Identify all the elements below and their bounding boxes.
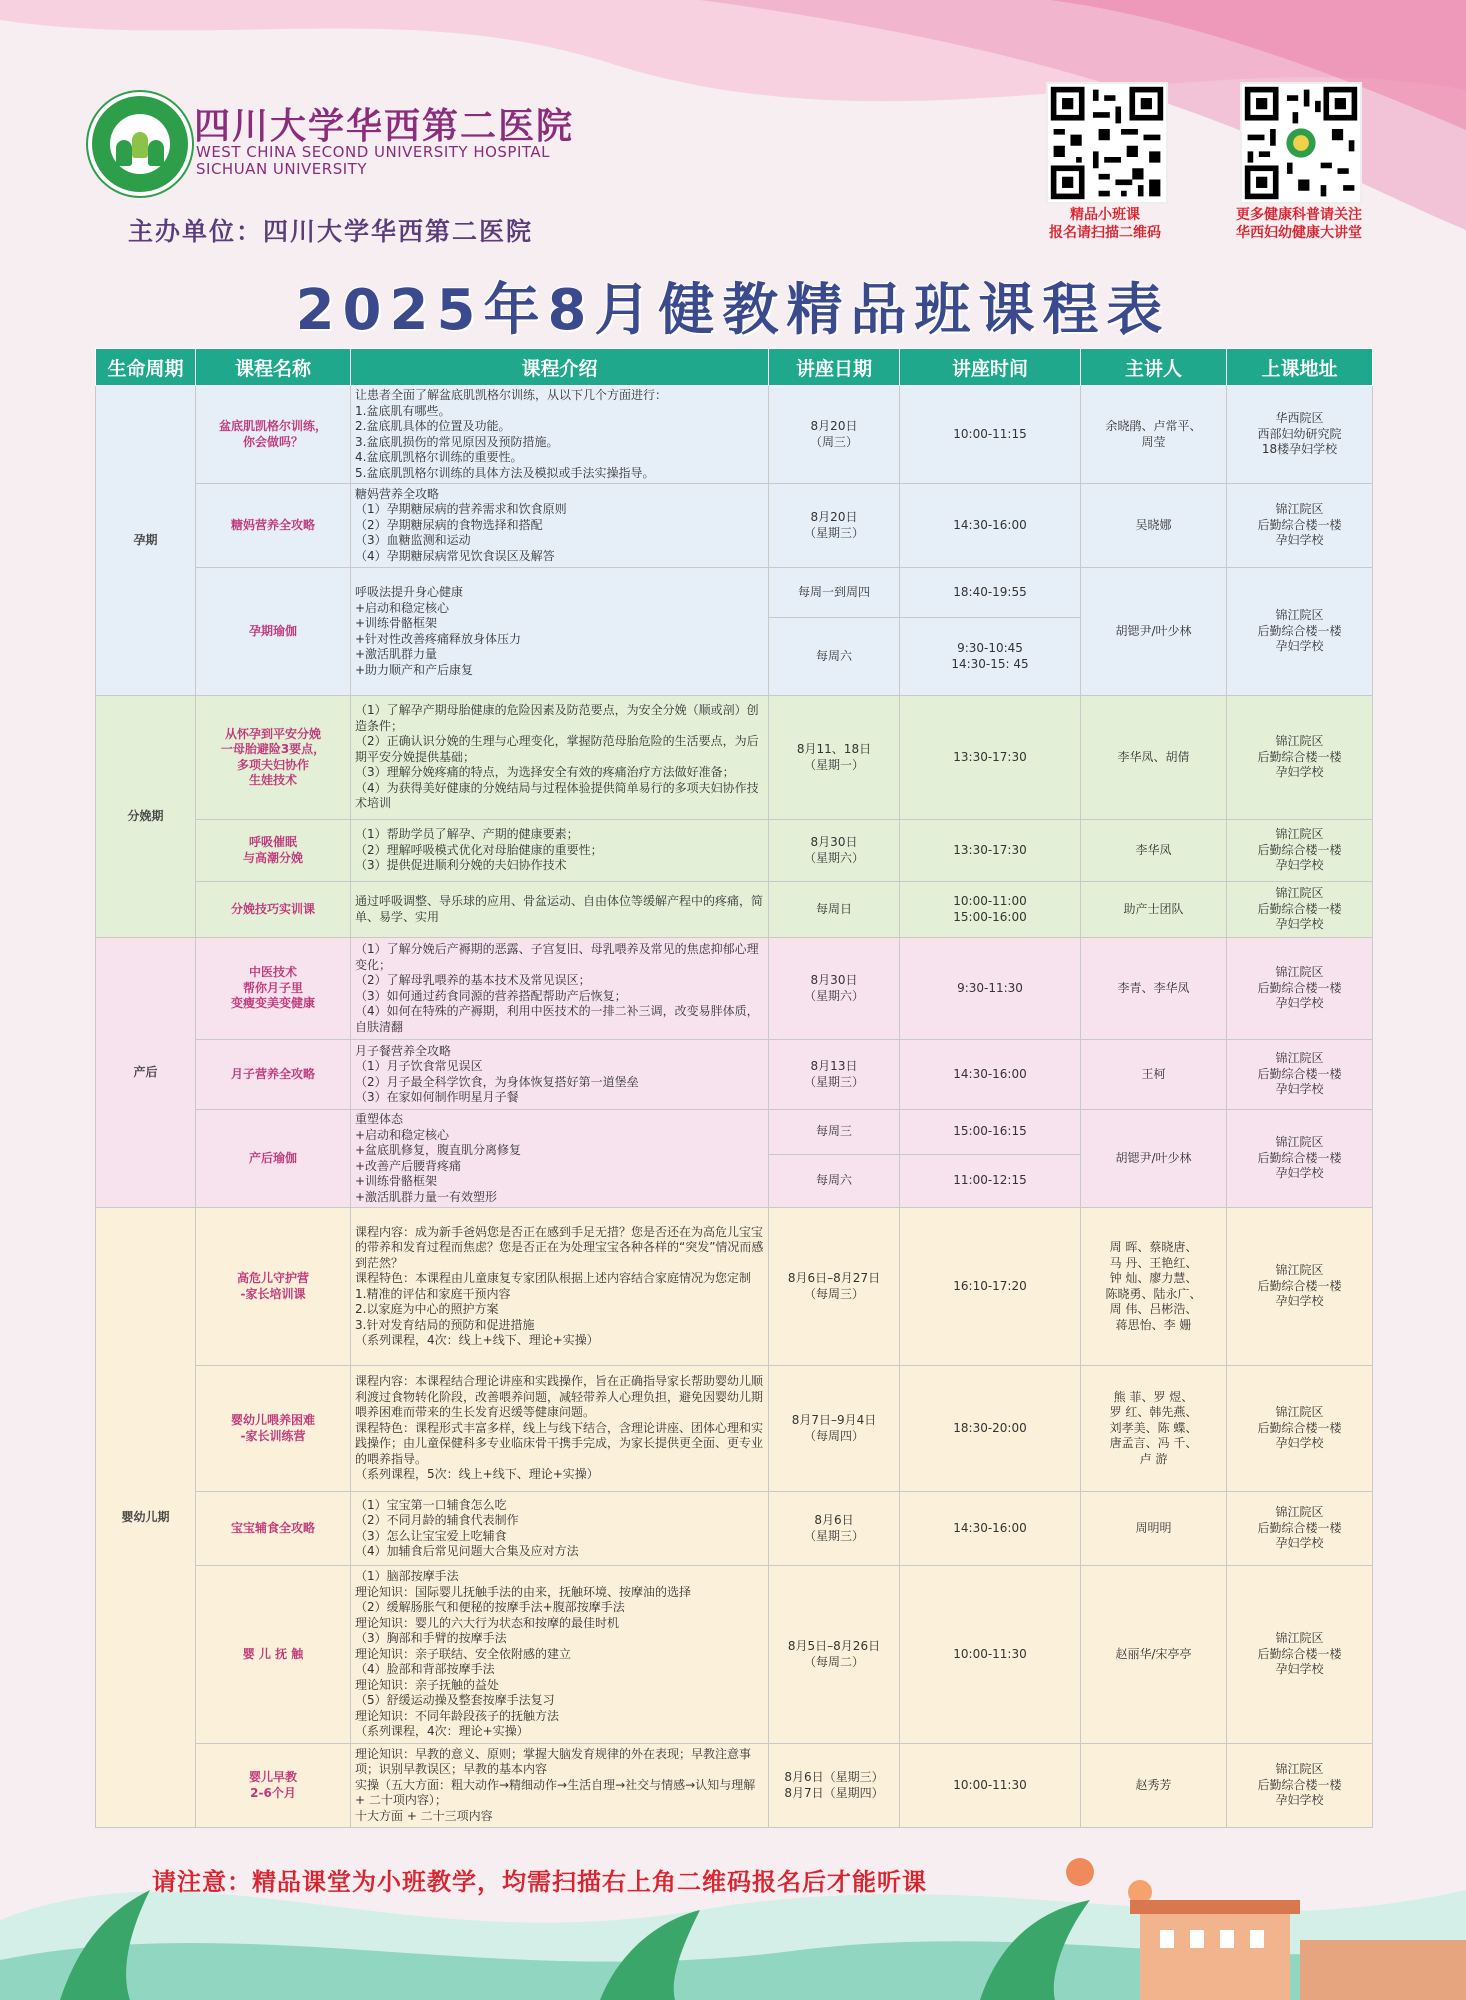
qr-caption-follow-line-2: 华西妇幼健康大讲堂 <box>1236 225 1362 241</box>
qr-caption-follow <box>1224 206 1374 242</box>
course-schedule-table <box>95 348 1373 1828</box>
sponsor-line: 主办单位：四川大学华西第二医院 <box>128 217 534 246</box>
course-time: 18:30-20:00 <box>900 1366 1081 1492</box>
course-intro: （1）宝宝第一口辅食怎么吃 （2）不同月龄的辅食代表制作 （3）怎么让宝宝爱上吃辅食 （4）加辅食后常见问题大合集及应对方法 <box>351 1492 769 1566</box>
course-time: 9:30-10:45 14:30-15: 45 <box>900 618 1081 696</box>
course-intro: 通过呼吸调整、导乐球的应用、骨盆运动、自由体位等缓解产程中的疼痛，简单、易学、实用 <box>351 882 769 938</box>
course-time: 18:40-19:55 <box>900 568 1081 618</box>
course-address: 锦江院区 后勤综合楼一楼 孕妇学校 <box>1227 1744 1373 1828</box>
course-time: 14:30-16:00 <box>900 1492 1081 1566</box>
page-title: 2025年8月健教精品班课程表 <box>295 278 1171 343</box>
table-row <box>96 1366 1373 1492</box>
course-time: 15:00-16:15 <box>900 1110 1081 1155</box>
hospital-english-line-1: WEST CHINA SECOND UNIVERSITY HOSPITAL <box>196 143 551 161</box>
hospital-logo <box>88 92 192 196</box>
cycle-cell-postpartum: 产后 <box>96 938 196 1208</box>
qr-code-icon <box>1242 84 1360 202</box>
qr-caption-signup-line-2: 报名请扫描二维码 <box>1049 225 1161 241</box>
course-date: 8月30日 （星期六） <box>769 938 900 1040</box>
course-date: 8月20日 （星期三） <box>769 484 900 568</box>
cycle-cell-pregnancy: 孕期 <box>96 386 196 696</box>
course-address: 锦江院区 后勤综合楼一楼 孕妇学校 <box>1227 1492 1373 1566</box>
course-date: 8月6日 （星期三） <box>769 1492 900 1566</box>
course-address: 锦江院区 后勤综合楼一楼 孕妇学校 <box>1227 568 1373 696</box>
course-date: 8月5日–8月26日 （每周二） <box>769 1566 900 1744</box>
course-address: 锦江院区 后勤综合楼一楼 孕妇学校 <box>1227 696 1373 820</box>
column-header-date: 讲座日期 <box>769 349 900 386</box>
course-date: 每周三 <box>769 1110 900 1155</box>
course-date: 8月7日–9月4日 （每周四） <box>769 1366 900 1492</box>
table-row <box>96 568 1373 618</box>
cycle-cell-infant: 婴幼儿期 <box>96 1208 196 1828</box>
table-row <box>96 1110 1373 1155</box>
course-name: 中医技术 帮你月子里 变瘦变美变健康 <box>196 938 351 1040</box>
table-row <box>96 484 1373 568</box>
qr-code-icon <box>1048 84 1166 202</box>
course-address: 锦江院区 后勤综合楼一楼 孕妇学校 <box>1227 938 1373 1040</box>
course-speaker: 胡锶尹/叶少林 <box>1081 568 1227 696</box>
course-address: 锦江院区 后勤综合楼一楼 孕妇学校 <box>1227 1566 1373 1744</box>
course-intro: 月子餐营养全攻略 （1）月子饮食常见误区 （2）月子最全科学饮食，为身体恢复搭好第一道堡垒 （3）在家如何制作明星月子餐 <box>351 1040 769 1110</box>
course-intro: 课程内容：成为新手爸妈您是否正在感到手足无措？您是否还在为高危儿宝宝的带养和发育过程而焦虑？您是否正在为处理宝宝各种各样的“突发”情况而感到茫然？ 课程特色：本课程由儿童康复专家团队根据上述内容结合家庭情况为您定制 1.精准的评估和家庭干预内容 2.以家庭为中心的照护方案 3.针对发育结局的预防和促进措施 （系列课程，4次：线上+线下、理论+实操） <box>351 1208 769 1366</box>
course-intro: 课程内容：本课程结合理论讲座和实践操作，旨在正确指导家长帮助婴幼儿顺利渡过食物转化阶段，改善喂养问题，减轻带养人心理负担，避免因婴幼儿期喂养困难而带来的生长发育迟缓等健康问题。 课程特色：课程形式丰富多样，线上与线下结合，含理论讲座、团体心理和实践操作；由儿童保健科多专业临床骨干携手完成，为家长提供更全面、更专业的喂养指导。 （系列课程，5次：线上+线下、理论+实操） <box>351 1366 769 1492</box>
table-row <box>96 1566 1373 1744</box>
course-speaker: 助产士团队 <box>1081 882 1227 938</box>
course-name: 从怀孕到平安分娩 一母胎避险3要点， 多项夫妇协作 生娃技术 <box>196 696 351 820</box>
course-time: 10:00-11:00 15:00-16:00 <box>900 882 1081 938</box>
course-intro: （1）脑部按摩手法 理论知识：国际婴儿抚触手法的由来，抚触环境、按摩油的选择 （2）缓解肠胀气和便秘的按摩手法+腹部按摩手法 理论知识：婴儿的六大行为状态和按摩的最佳时机 （3）胸部和手臂的按摩手法 理论知识：亲子联结、安全依附感的建立 （4）脸部和背部按摩手法 理论知识：亲子抚触的益处 （5）舒缓运动操及整套按摩手法复习 理论知识：不同年龄段孩子的抚触方法 （系列课程，4次：理论+实操） <box>351 1566 769 1744</box>
course-address: 锦江院区 后勤综合楼一楼 孕妇学校 <box>1227 1208 1373 1366</box>
table-row <box>96 386 1373 484</box>
qr-caption-signup-line-1: 精品小班课 <box>1070 207 1140 223</box>
course-speaker: 李华凤 <box>1081 820 1227 882</box>
course-address: 锦江院区 后勤综合楼一楼 孕妇学校 <box>1227 1040 1373 1110</box>
column-header-speaker: 主讲人 <box>1081 349 1227 386</box>
table-row <box>96 1040 1373 1110</box>
course-address: 锦江院区 后勤综合楼一楼 孕妇学校 <box>1227 484 1373 568</box>
column-header-course: 课程名称 <box>196 349 351 386</box>
table-row <box>96 938 1373 1040</box>
course-address: 华西院区 西部妇幼研究院 18楼孕妇学校 <box>1227 386 1373 484</box>
course-name: 高危儿守护营 -家长培训课 <box>196 1208 351 1366</box>
course-time: 13:30-17:30 <box>900 696 1081 820</box>
course-time: 16:10-17:20 <box>900 1208 1081 1366</box>
follow-qr-code[interactable] <box>1240 82 1362 204</box>
course-name: 月子营养全攻略 <box>196 1040 351 1110</box>
course-date: 8月13日 （星期三） <box>769 1040 900 1110</box>
column-header-time: 讲座时间 <box>900 349 1081 386</box>
table-row <box>96 820 1373 882</box>
course-name: 产后瑜伽 <box>196 1110 351 1208</box>
course-time: 14:30-16:00 <box>900 1040 1081 1110</box>
course-speaker: 李青、李华凤 <box>1081 938 1227 1040</box>
course-date: 8月11、18日 （星期一） <box>769 696 900 820</box>
hospital-name: 四川大学华西第二医院 <box>194 106 575 147</box>
registration-note: 请注意：精品课堂为小班教学，均需扫描右上角二维码报名后才能听课 <box>152 1868 927 1896</box>
course-address: 锦江院区 后勤综合楼一楼 孕妇学校 <box>1227 820 1373 882</box>
column-header-intro: 课程介绍 <box>351 349 769 386</box>
course-date: 每周一到周四 <box>769 568 900 618</box>
course-time: 13:30-17:30 <box>900 820 1081 882</box>
course-intro: （1）了解孕产期母胎健康的危险因素及防范要点，为安全分娩（顺或剖）创造条件； （2）正确认识分娩的生理与心理变化，掌握防范母胎危险的生活要点，为后期平安分娩提供基础； （3）理解分娩疼痛的特点，为选择安全有效的疼痛治疗方法做好准备； （4）为获得美好健康的分娩结局与过程体验提供简单易行的多项夫妇协作技术培训 <box>351 696 769 820</box>
course-time: 10:00-11:30 <box>900 1566 1081 1744</box>
course-time: 10:00-11:30 <box>900 1744 1081 1828</box>
course-name: 宝宝辅食全攻略 <box>196 1492 351 1566</box>
hospital-english-line-2: SICHUAN UNIVERSITY <box>196 160 367 178</box>
course-name: 呼吸催眠 与高潮分娩 <box>196 820 351 882</box>
course-speaker: 李华凤、胡倩 <box>1081 696 1227 820</box>
course-speaker: 赵秀芳 <box>1081 1744 1227 1828</box>
column-header-cycle: 生命周期 <box>96 349 196 386</box>
course-time: 11:00-12:15 <box>900 1154 1081 1207</box>
course-date: 每周日 <box>769 882 900 938</box>
course-name: 分娩技巧实训课 <box>196 882 351 938</box>
course-intro: 呼吸法提升身心健康 +启动和稳定核心 +训练骨骼框架 +针对性改善疼痛释放身体压力 +激活肌群力量 +助力顺产和产后康复 <box>351 568 769 696</box>
course-time: 9:30-11:30 <box>900 938 1081 1040</box>
course-name: 孕期瑜伽 <box>196 568 351 696</box>
qr-caption-follow-line-1: 更多健康科普请关注 <box>1236 207 1362 223</box>
course-date: 8月6日–8月27日 （每周三） <box>769 1208 900 1366</box>
course-date: 每周六 <box>769 1154 900 1207</box>
hospital-english-name <box>196 144 550 178</box>
signup-qr-code[interactable] <box>1046 82 1168 204</box>
course-name: 婴 儿 抚 触 <box>196 1566 351 1744</box>
course-intro: 理论知识：早教的意义、原则；掌握大脑发育规律的外在表现；早教注意事项；识别早教误区；早教的基本内容 实操（五大方面：粗大动作→精细动作→生活自理→社交与情感→认知与理解 + 二十项内容）； 十大方面 + 二十三项内容 <box>351 1744 769 1828</box>
footer-decoration <box>0 1800 1466 2000</box>
course-date: 每周六 <box>769 618 900 696</box>
course-name: 婴儿早教 2-6个月 <box>196 1744 351 1828</box>
course-speaker: 周 晖、蔡晓唐、 马 丹、王艳红、 钟 灿、廖力慧、 陈晓勇、陆永广、 周 伟、吕彬浩、 蒋思怡、李 姗 <box>1081 1208 1227 1366</box>
course-intro: 让患者全面了解盆底肌凯格尔训练，从以下几个方面进行： 1.盆底肌有哪些。 2.盆底肌具体的位置及功能。 3.盆底肌损伤的常见原因及预防措施。 4.盆底肌凯格尔训练的重要性。 5.盆底肌凯格尔训练的具体方法及模拟或手法实操指导。 <box>351 386 769 484</box>
course-address: 锦江院区 后勤综合楼一楼 孕妇学校 <box>1227 882 1373 938</box>
course-speaker: 余晓鹃、卢常平、 周莹 <box>1081 386 1227 484</box>
table-row <box>96 696 1373 820</box>
course-address: 锦江院区 后勤综合楼一楼 孕妇学校 <box>1227 1366 1373 1492</box>
course-name: 盆底肌凯格尔训练， 你会做吗？ <box>196 386 351 484</box>
course-speaker: 胡锶尹/叶少林 <box>1081 1110 1227 1208</box>
course-date: 8月6日（星期三） 8月7日（星期四） <box>769 1744 900 1828</box>
course-intro: （1）帮助学员了解孕、产期的健康要素； （2）理解呼吸模式优化对母胎健康的重要性； （3）提供促进顺利分娩的夫妇协作技术 <box>351 820 769 882</box>
qr-caption-signup <box>1030 206 1180 242</box>
course-address: 锦江院区 后勤综合楼一楼 孕妇学校 <box>1227 1110 1373 1208</box>
table-row <box>96 1492 1373 1566</box>
course-date: 8月30日 （星期六） <box>769 820 900 882</box>
course-date: 8月20日 （周三） <box>769 386 900 484</box>
course-time: 10:00-11:15 <box>900 386 1081 484</box>
course-name: 糖妈营养全攻略 <box>196 484 351 568</box>
course-speaker: 周明明 <box>1081 1492 1227 1566</box>
cycle-cell-delivery: 分娩期 <box>96 696 196 938</box>
course-name: 婴幼儿喂养困难 -家长训练营 <box>196 1366 351 1492</box>
course-intro: （1）了解分娩后产褥期的恶露、子宫复旧、母乳喂养及常见的焦虑抑郁心理变化； （2）了解母乳喂养的基本技术及常见误区； （3）如何通过药食同源的营养搭配帮助产后恢复； （4）如何在特殊的产褥期，利用中医技术的一排二补三调，改变易胖体质，自肤清翻 <box>351 938 769 1040</box>
course-intro: 重塑体态 +启动和稳定核心 +盆底肌修复，腹直肌分离修复 +改善产后腰背疼痛 +训练骨骼框架 +激活肌群力量一有效塑形 <box>351 1110 769 1208</box>
course-speaker: 王柯 <box>1081 1040 1227 1110</box>
column-header-address: 上课地址 <box>1227 349 1373 386</box>
table-row <box>96 882 1373 938</box>
table-header-row <box>96 349 1373 386</box>
course-speaker: 吴晓娜 <box>1081 484 1227 568</box>
course-speaker: 赵丽华/宋亭亭 <box>1081 1566 1227 1744</box>
course-speaker: 熊 菲、罗 煜、 罗 红、韩先燕、 刘孝美、陈 蝶、 唐孟言、冯 千、 卢 游 <box>1081 1366 1227 1492</box>
course-intro: 糖妈营养全攻略 （1）孕期糖尿病的营养需求和饮食原则 （2）孕期糖尿病的食物选择和搭配 （3）血糖监测和运动 （4）孕期糖尿病常见饮食误区及解答 <box>351 484 769 568</box>
table-row <box>96 1208 1373 1366</box>
course-time: 14:30-16:00 <box>900 484 1081 568</box>
